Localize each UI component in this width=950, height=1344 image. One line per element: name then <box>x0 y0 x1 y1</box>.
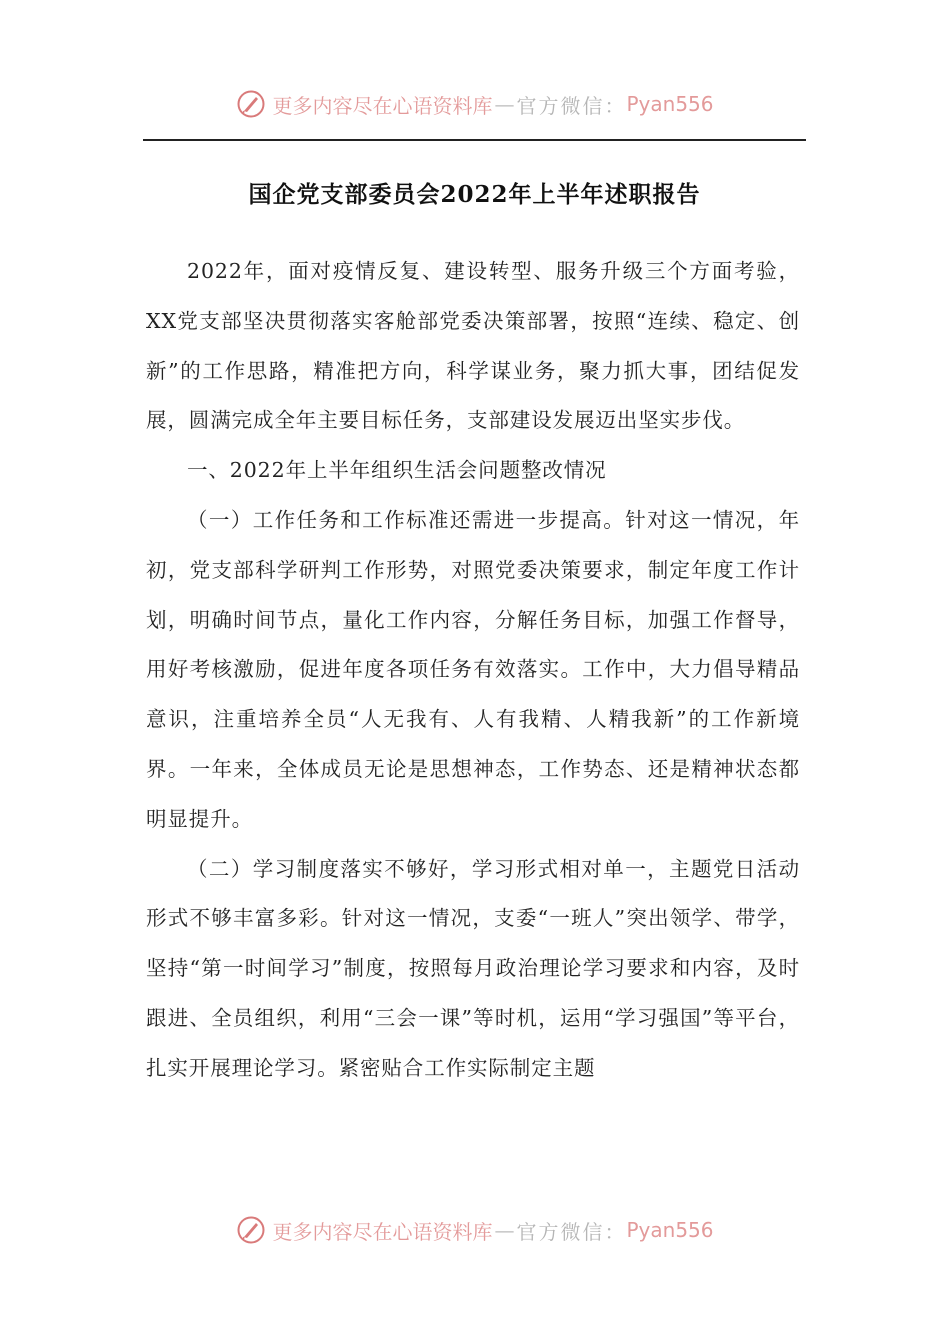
header-divider <box>143 139 806 141</box>
watermark-separator: — <box>494 92 515 116</box>
watermark-site-text: 更多内容尽在心语资料库 <box>272 1219 493 1244</box>
watermark-separator: — <box>494 1218 515 1242</box>
quill-logo-icon <box>236 89 266 119</box>
watermark-site-text: 更多内容尽在心语资料库 <box>272 93 493 118</box>
section-heading: 一、2022年上半年组织生活会问题整改情况 <box>187 458 607 483</box>
document-title: 国企党支部委员会2022年上半年述职报告 <box>248 181 701 208</box>
document-body <box>146 247 800 1094</box>
paragraph-item-2: （二）学习制度落实不够好，学习形式相对单一，主题党日活动形式不够丰富多彩。针对这一情况，支委“一班人”突出领学、带学，坚持“第一时间学习”制度，按照每月政治理论学习要求和内容，及时跟进、全员组织，利用“三会一课”等时机，运用“学习强国”等平台，扎实开展理论学习。紧密贴合工作实际制定主题 <box>146 856 800 1080</box>
paragraph-item-1: （一）工作任务和工作标准还需进一步提高。针对这一情况，年初，党支部科学研判工作形势，对照党委决策要求，制定年度工作计划，明确时间节点，量化工作内容，分解任务目标，加强工作督导，用好考核激励，促进年度各项任务有效落实。工作中，大力倡导精品意识，注重培养全员“人无我有、人有我精、人精我新”的工作新境界。一年来，全体成员无论是思想神态，工作势态、还是精神状态都明显提升。 <box>146 507 800 831</box>
watermark-wechat-id: Pyan556 <box>626 1218 714 1242</box>
watermark-wechat-label: 官方微信： <box>516 1219 627 1244</box>
paragraph-intro: 2022年，面对疫情反复、建设转型、服务升级三个方面考验，XX党支部坚决贯彻落实客舱部党委决策部署，按照“连续、稳定、创新”的工作思路，精准把方向，科学谋业务，聚力抓大事，团结促发展，圆满完成全年主要目标任务，支部建设发展迈出坚实步伐。 <box>146 259 800 433</box>
quill-logo-icon <box>236 1215 266 1245</box>
watermark-header <box>0 84 950 124</box>
watermark-wechat-id: Pyan556 <box>626 92 714 116</box>
watermark-wechat-label: 官方微信： <box>516 93 627 118</box>
watermark-footer <box>0 1210 950 1250</box>
